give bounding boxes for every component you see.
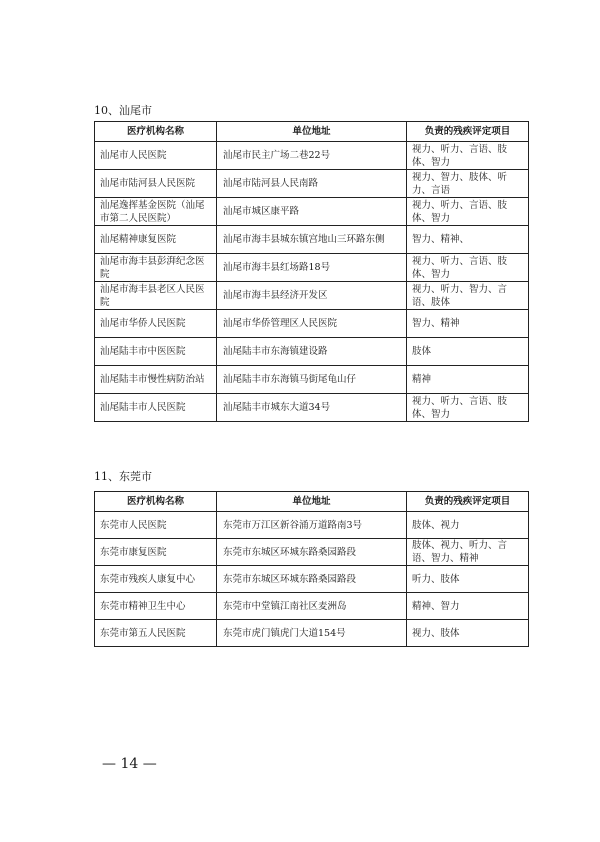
table-header-row [95, 492, 529, 512]
table-row [95, 142, 529, 170]
table-row [95, 620, 529, 647]
assessment-items-cell: 视力、肢体 [407, 620, 529, 647]
hospital-name-cell: 汕尾陆丰市人民医院 [95, 394, 217, 422]
assessment-items-cell: 肢体、视力 [407, 512, 529, 539]
hospital-name-cell: 东莞市康复医院 [95, 539, 217, 566]
table-row [95, 366, 529, 394]
column-header-name: 医疗机构名称 [95, 492, 217, 512]
address-cell: 汕尾市城区康平路 [217, 198, 407, 226]
assessment-items-cell: 视力、听力、言语、肢体、智力 [407, 254, 529, 282]
address-cell: 汕尾陆丰市东海镇马街尾龟山仔 [217, 366, 407, 394]
table-header-row [95, 122, 529, 142]
table-row [95, 310, 529, 338]
section-title-shanwei: 10、汕尾市 [94, 104, 152, 117]
section-title-dongguan: 11、东莞市 [94, 470, 152, 483]
address-cell: 东莞市虎门镇虎门大道154号 [217, 620, 407, 647]
address-cell: 东莞市东城区环城东路桑园路段 [217, 539, 407, 566]
address-cell: 汕尾市海丰县城东镇宫地山三环路东侧 [217, 226, 407, 254]
column-header-address: 单位地址 [217, 492, 407, 512]
assessment-items-cell: 视力、听力、言语、肢体、智力 [407, 198, 529, 226]
dongguan-hospital-table [94, 491, 529, 647]
address-cell: 汕尾市陆河县人民南路 [217, 170, 407, 198]
hospital-name-cell: 汕尾陆丰市中医医院 [95, 338, 217, 366]
hospital-name-cell: 汕尾市海丰县彭湃纪念医院 [95, 254, 217, 282]
shanwei-hospital-table [94, 121, 529, 422]
table-row [95, 539, 529, 566]
address-cell: 东莞市万江区新谷涌万道路南3号 [217, 512, 407, 539]
column-header-assessment: 负责的残疾评定项目 [407, 492, 529, 512]
address-cell: 东莞市中堂镇江南社区麦洲岛 [217, 593, 407, 620]
hospital-name-cell: 东莞市人民医院 [95, 512, 217, 539]
table-row [95, 198, 529, 226]
assessment-items-cell: 智力、精神 [407, 310, 529, 338]
table-row [95, 254, 529, 282]
address-cell: 汕尾陆丰市东海镇建设路 [217, 338, 407, 366]
address-cell: 汕尾陆丰市城东大道34号 [217, 394, 407, 422]
column-header-name: 医疗机构名称 [95, 122, 217, 142]
assessment-items-cell: 肢体、视力、听力、言语、智力、精神 [407, 539, 529, 566]
hospital-name-cell: 汕尾市人民医院 [95, 142, 217, 170]
address-cell: 东莞市东城区环城东路桑园路段 [217, 566, 407, 593]
table-row [95, 593, 529, 620]
assessment-items-cell: 听力、肢体 [407, 566, 529, 593]
table-row [95, 512, 529, 539]
table-row [95, 170, 529, 198]
address-cell: 汕尾市海丰县经济开发区 [217, 282, 407, 310]
hospital-name-cell: 东莞市残疾人康复中心 [95, 566, 217, 593]
column-header-assessment: 负责的残疾评定项目 [407, 122, 529, 142]
assessment-items-cell: 肢体 [407, 338, 529, 366]
hospital-name-cell: 汕尾精神康复医院 [95, 226, 217, 254]
hospital-name-cell: 东莞市第五人民医院 [95, 620, 217, 647]
hospital-name-cell: 汕尾陆丰市慢性病防治站 [95, 366, 217, 394]
hospital-name-cell: 汕尾市华侨人民医院 [95, 310, 217, 338]
table-row [95, 394, 529, 422]
address-cell: 汕尾市民主广场二巷22号 [217, 142, 407, 170]
assessment-items-cell: 视力、听力、言语、肢体、智力 [407, 142, 529, 170]
address-cell: 汕尾市海丰县红场路18号 [217, 254, 407, 282]
column-header-address: 单位地址 [217, 122, 407, 142]
table-row [95, 226, 529, 254]
hospital-name-cell: 东莞市精神卫生中心 [95, 593, 217, 620]
hospital-name-cell: 汕尾逸挥基金医院（汕尾市第二人民医院） [95, 198, 217, 226]
hospital-name-cell: 汕尾市海丰县老区人民医院 [95, 282, 217, 310]
assessment-items-cell: 精神 [407, 366, 529, 394]
address-cell: 汕尾市华侨管理区人民医院 [217, 310, 407, 338]
hospital-name-cell: 汕尾市陆河县人民医院 [95, 170, 217, 198]
assessment-items-cell: 精神、智力 [407, 593, 529, 620]
assessment-items-cell: 视力、智力、肢体、听力、言语 [407, 170, 529, 198]
table-row [95, 566, 529, 593]
assessment-items-cell: 视力、听力、智力、言语、肢体 [407, 282, 529, 310]
table-row [95, 338, 529, 366]
assessment-items-cell: 智力、精神、 [407, 226, 529, 254]
assessment-items-cell: 视力、听力、言语、肢体、智力 [407, 394, 529, 422]
page-number: — 14 — [102, 756, 157, 772]
table-row [95, 282, 529, 310]
